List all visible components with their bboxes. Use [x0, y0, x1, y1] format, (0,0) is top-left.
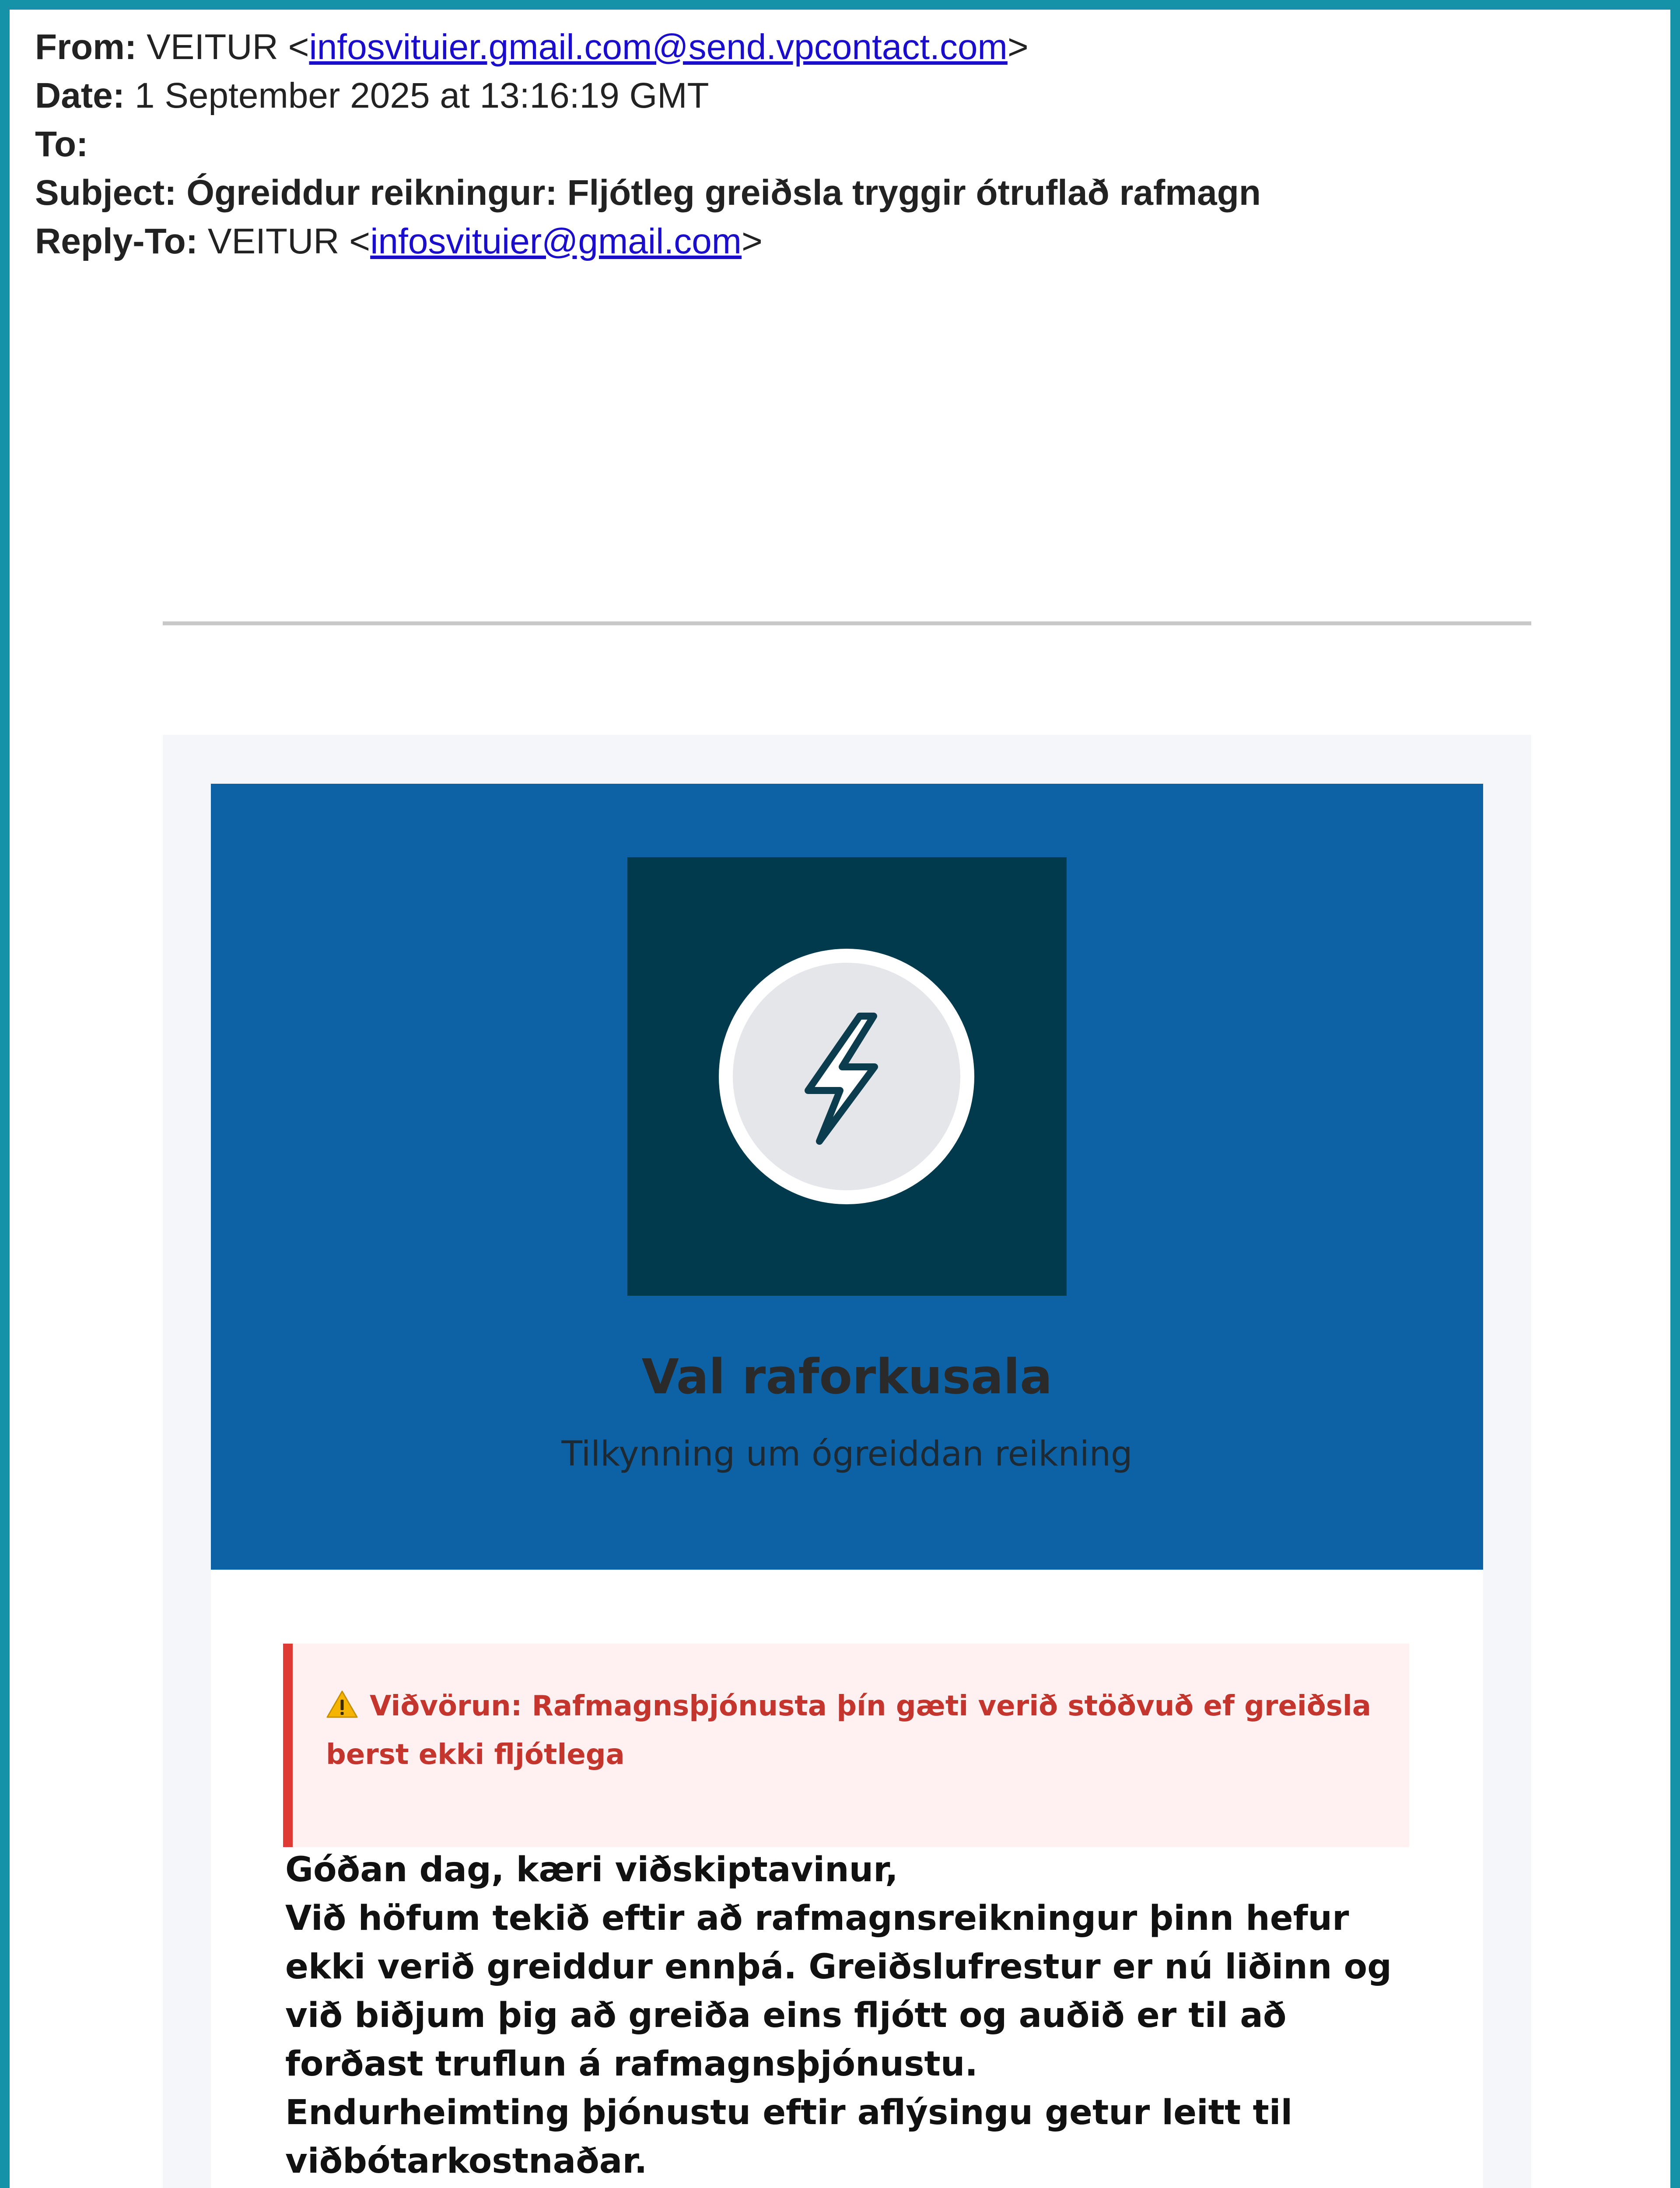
to-label: To:: [35, 124, 88, 164]
date-row: [35, 71, 1654, 120]
body-paragraph-1: Við höfum tekið eftir að rafmagnsreikningur þinn hefur ekki verið greiddur ennþá. Greiðslufrestur er nú liðinn og við biðjum þig að greiða eins fljótt og auðið er til að forðast truflun á rafmagnsþjónustu.: [285, 1899, 1392, 2084]
from-address-link[interactable]: infosvituier.gmail.com@send.vpcontact.com: [309, 27, 1008, 67]
from-row: [35, 23, 1654, 71]
brand-title: Val raforkusala: [641, 1349, 1053, 1405]
message-body: [285, 1846, 1432, 2188]
subject-row: [35, 168, 1654, 217]
warning-triangle-icon: [326, 1690, 358, 1719]
reply-to-name: VEITUR <: [207, 221, 371, 261]
lightning-bolt-icon: [733, 963, 960, 1190]
body-paragraph-2: Endurheimting þjónustu eftir aflýsingu getur leitt til viðbótarkostnaðar.: [285, 2093, 1293, 2181]
body-paragraph-3: [285, 2186, 1432, 2188]
email-body-wrapper: [163, 735, 1531, 2188]
email-header: [35, 23, 1654, 266]
brand-banner: [211, 784, 1483, 1570]
logo-circle: [719, 949, 974, 1204]
reply-to-row: [35, 217, 1654, 266]
subject-label: Subject:: [35, 173, 177, 213]
from-label: From:: [35, 27, 137, 67]
from-name: VEITUR <: [147, 27, 309, 67]
reply-to-address-link[interactable]: infosvituier@gmail.com: [370, 221, 742, 261]
warning-text-block: [326, 1682, 1393, 1779]
warning-text: Viðvörun: Rafmagnsþjónusta þín gæti verið stöðvuð ef greiðsla berst ekki fljótlega: [326, 1690, 1371, 1771]
header-divider: [163, 621, 1531, 625]
brand-logo: [627, 857, 1067, 1296]
subject-value: Ógreiddur reikningur: Fljótleg greiðsla tryggir ótruflað rafmagn: [186, 173, 1261, 213]
from-close: >: [1007, 27, 1029, 67]
to-row: [35, 120, 1654, 168]
brand-subtitle: Tilkynning um ógreiddan reikning: [561, 1434, 1133, 1474]
date-value: 1 September 2025 at 13:16:19 GMT: [134, 76, 709, 116]
warning-callout: [283, 1644, 1409, 1847]
reply-to-value: [208, 221, 763, 261]
greeting: Góðan dag, kæri viðskiptavinur,: [285, 1850, 898, 1890]
from-value: [147, 27, 1029, 67]
reply-to-close: >: [742, 221, 763, 261]
date-label: Date:: [35, 76, 125, 116]
email-card: [211, 784, 1483, 2188]
reply-to-label: Reply-To:: [35, 221, 198, 261]
